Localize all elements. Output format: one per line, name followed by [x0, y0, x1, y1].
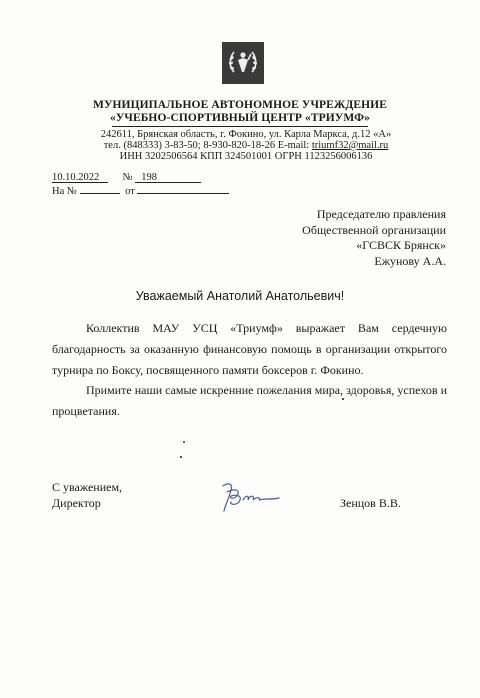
body-paragraph-2: Примите наши самые искренние пожелания мира, здоровья, успехов и процветания.: [52, 383, 447, 418]
reg-number-label: №: [122, 172, 133, 183]
closing-title: Директор: [52, 495, 101, 510]
org-email: triumf32@mail.ru: [311, 140, 389, 151]
org-address: 242611, Брянская область, г. Фокино, ул. Карла Маркса, д.12 «А»: [100, 129, 392, 140]
from-label: от: [125, 186, 135, 197]
org-ids: ИНН 3202506564 КПП 324501001 ОГРН 1123256006136: [119, 151, 373, 162]
ref-label: На №: [52, 186, 77, 197]
from-blank: [137, 183, 229, 194]
body-paragraph-1: Коллектив МАУ УСЦ «Триумф» выражает Вам сердечную благодарность за оказанную финансовую помощь в организации открытого турнира по Боксу, посвященного памяти боксеров г. Фокино.: [52, 321, 447, 377]
triumph-logo-icon: [222, 42, 264, 84]
closing-regards: С уважением,: [52, 480, 123, 494]
signature: [215, 478, 295, 523]
scan-speck: [183, 441, 185, 443]
org-contacts: [6, 140, 480, 151]
addressee-block: [302, 207, 446, 269]
reference-line: [52, 183, 229, 197]
addressee-line3: «ГСВСК Брянск»: [356, 238, 446, 252]
org-phone: тел. (848333) 3-83-50; 8-930-820-18-26 E-mail:: [103, 140, 310, 151]
registration-line: [52, 172, 201, 183]
org-name-line2: «УЧЕБНО-СПОРТИВНЫЙ ЦЕНТР «ТРИУМФ»: [110, 112, 370, 124]
addressee-line1: Председателю правления: [316, 207, 446, 221]
reg-number: 198: [135, 172, 201, 183]
addressee-line2: Общественной организации: [302, 222, 446, 237]
reg-date: 10.10.2022: [52, 172, 108, 183]
letterhead-divider: [112, 126, 368, 127]
closing-block: [52, 480, 122, 511]
signer-name: Зенцов В.В.: [340, 496, 401, 510]
scan-speck: [180, 456, 182, 458]
greeting: Уважаемый Анатолий Анатольевич!: [135, 289, 345, 303]
org-name-line1: МУНИЦИПАЛЬНОЕ АВТОНОМНОЕ УЧРЕЖДЕНИЕ: [93, 99, 387, 111]
ref-blank: [80, 183, 120, 194]
addressee-line4: Ежунову А.А.: [374, 253, 446, 268]
scan-speck: [342, 398, 344, 400]
